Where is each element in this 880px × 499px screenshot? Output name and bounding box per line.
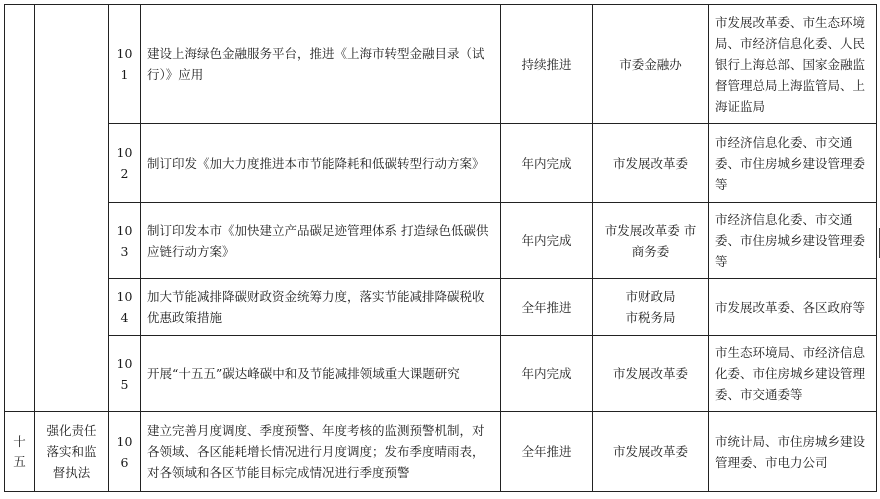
- lead-unit: 市发展改革委: [593, 124, 709, 203]
- task-timeline: 年内完成: [501, 203, 593, 279]
- lead-unit: 市发展改革委 市商务委: [593, 203, 709, 279]
- table-row: [5, 203, 877, 279]
- table-row: [5, 124, 877, 203]
- partner-units: 市发展改革委、各区政府等: [709, 279, 877, 336]
- partner-units: 市经济信息化委、市交通委、市住房城乡建设管理委等: [709, 124, 877, 203]
- task-description: 加大节能减排降碳财政资金统筹力度，落实节能减排降碳税收优惠政策措施: [141, 279, 501, 336]
- lead-unit-pair: [593, 279, 709, 336]
- table-row: [5, 279, 877, 336]
- table-row: [5, 336, 877, 412]
- lead-unit: 市财政局: [625, 289, 676, 304]
- lead-unit: 市委金融办: [593, 5, 709, 124]
- partner-units: 市经济信息化委、市交通委、市住房城乡建设管理委等: [709, 203, 877, 279]
- task-timeline: 持续推进: [501, 5, 593, 124]
- section-number-text: 十五: [13, 433, 26, 469]
- category-cell-empty: [35, 5, 109, 412]
- category-label: 强化责任落实和监督执法: [35, 412, 109, 492]
- task-timeline: 全年推进: [501, 279, 593, 336]
- task-description: 制订印发《加大力度推进本市节能降耗和低碳转型行动方案》: [141, 124, 501, 203]
- task-description: 建立完善月度调度、季度预警、年度考核的监测预警机制，对各领域、各区能耗增长情况进行月度调度；发布季度晴雨表，对各领域和各区节能目标完成情况进行季度预警: [141, 412, 501, 492]
- task-number: 102: [109, 124, 141, 203]
- section-number-cell-empty: [5, 5, 35, 412]
- lead-unit: 市发展改革委: [593, 336, 709, 412]
- partner-units: 市统计局、市住房城乡建设管理委、市电力公司: [709, 412, 877, 492]
- table-row: [5, 412, 877, 492]
- partner-units: 市发展改革委、市生态环境局、市经济信息化委、人民银行上海总部、国家金融监督管理总局上海监管局、上海证监局: [709, 5, 877, 124]
- table-row: [5, 5, 877, 124]
- section-number: [5, 412, 35, 492]
- task-description: 建设上海绿色金融服务平台，推进《上海市转型金融目录（试行）》应用: [141, 5, 501, 124]
- lead-unit-secondary: 市税务局: [625, 310, 676, 325]
- task-timeline: 全年推进: [501, 412, 593, 492]
- task-number: 104: [109, 279, 141, 336]
- task-description: 开展“十五五”碳达峰碳中和及节能减排领域重大课题研究: [141, 336, 501, 412]
- task-description: 制订印发本市《加快建立产品碳足迹管理体系 打造绿色低碳供应链行动方案》: [141, 203, 501, 279]
- task-number: 101: [109, 5, 141, 124]
- task-timeline: 年内完成: [501, 124, 593, 203]
- partner-units: 市生态环境局、市经济信息化委、市住房城乡建设管理委、市交通委等: [709, 336, 877, 412]
- task-timeline: 年内完成: [501, 336, 593, 412]
- task-number: 103: [109, 203, 141, 279]
- task-number: 106: [109, 412, 141, 492]
- task-table: [4, 4, 877, 492]
- lead-unit: 市发展改革委: [593, 412, 709, 492]
- task-number: 105: [109, 336, 141, 412]
